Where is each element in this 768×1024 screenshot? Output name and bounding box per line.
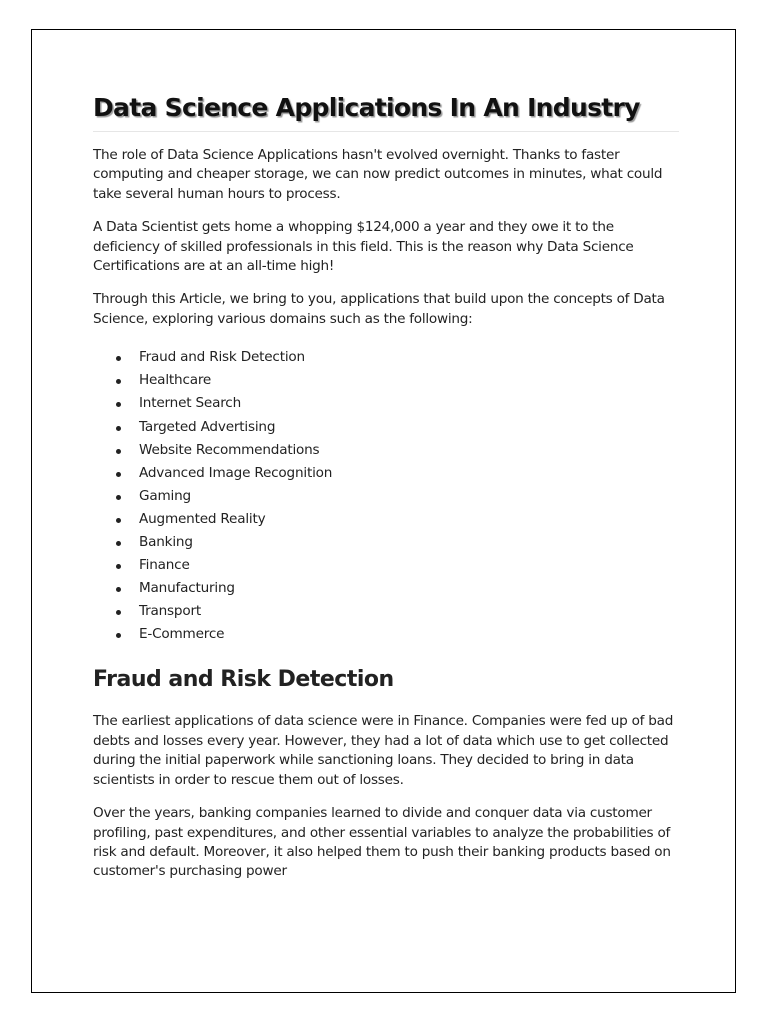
list-item-label: Gaming — [139, 487, 191, 504]
list-item-label: Augmented Reality — [139, 510, 266, 527]
list-item-label: Targeted Advertising — [139, 418, 276, 435]
bullet-icon — [116, 495, 121, 500]
intro-paragraph-3: Through this Article, we bring to you, applications that build upon the concepts of Data Science, exploring various domains such as the following: — [93, 291, 665, 327]
list-item — [93, 531, 679, 554]
list-item-label: Internet Search — [139, 395, 241, 412]
bullet-icon — [116, 449, 121, 454]
list-item — [93, 600, 679, 623]
list-item — [93, 439, 679, 462]
list-item — [93, 623, 679, 646]
list-item-label: Advanced Image Recognition — [139, 464, 333, 481]
section-paragraph-1: The earliest applications of data science were in Finance. Companies were fed up of bad debts and losses every year. However, they had a lot of data which use to get collected during the initial paperwork while sanctioning loans. They decided to bring in data scientists in order to rescue them out of losses. — [93, 713, 674, 788]
list-item — [93, 577, 679, 600]
list-item — [93, 416, 679, 439]
list-item-label: Manufacturing — [139, 580, 235, 597]
bullet-icon — [116, 426, 121, 431]
bullet-icon — [116, 402, 121, 407]
list-item — [93, 485, 679, 508]
bullet-icon — [116, 472, 121, 477]
bullet-icon — [116, 564, 121, 569]
bullet-icon — [116, 518, 121, 523]
intro-paragraph-2: A Data Scientist gets home a whopping $124,000 a year and they owe it to the deficiency of skilled professionals in this field. This is the reason why Data Science Certifications are at an all-time high! — [93, 219, 634, 275]
document-page — [31, 29, 736, 993]
list-item-label: Finance — [139, 557, 190, 574]
list-item-label: E-Commerce — [139, 626, 225, 643]
page-title: Data Science Applications In An Industry — [93, 92, 679, 132]
list-item-label: Banking — [139, 534, 193, 550]
bullet-icon — [116, 633, 121, 638]
list-item-label: Transport — [139, 603, 201, 620]
bullet-icon — [116, 541, 121, 546]
bullet-icon — [116, 379, 121, 384]
intro-paragraph-1: The role of Data Science Applications hasn't evolved overnight. Thanks to faster computing and cheaper storage, we can now predict outcomes in minutes, what could take several human hours to process. — [93, 147, 663, 202]
bullet-icon — [116, 356, 121, 361]
list-item — [93, 346, 679, 369]
list-item-label: Fraud and Risk Detection — [139, 349, 305, 366]
domain-list — [93, 346, 679, 646]
list-item — [93, 554, 679, 577]
list-item — [93, 369, 679, 392]
bullet-icon — [116, 587, 121, 592]
list-item-label: Healthcare — [139, 372, 212, 389]
list-item-label: Website Recommendations — [139, 441, 320, 458]
document-content — [93, 92, 679, 882]
section-heading: Fraud and Risk Detection — [93, 667, 394, 693]
list-item — [93, 392, 679, 415]
section-paragraph-2: Over the years, banking companies learned to divide and conquer data via customer profiling, past expenditures, and other essential variables to analyze the probabilities of risk and default. Moreover, it also helped them to push their banking products based on customer's purchasing power — [93, 805, 671, 880]
bullet-icon — [116, 610, 121, 615]
list-item — [93, 508, 679, 531]
list-item — [93, 462, 679, 485]
